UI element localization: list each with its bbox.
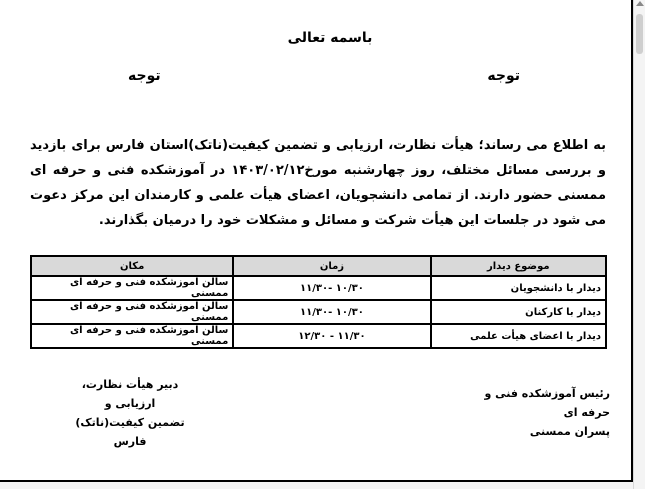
table-header-row [31, 256, 606, 276]
header-topic: موضوع دیدار [431, 256, 606, 276]
header-time: زمان [233, 256, 430, 276]
meeting-schedule-table [30, 255, 607, 349]
signature-block-right [460, 384, 610, 441]
table-row [31, 300, 606, 324]
document-heading: باسمه تعالی [287, 30, 373, 46]
vertical-scrollbar[interactable] [633, 0, 645, 489]
signature-left-line1: دبیر هیأت نظارت، ارزیابی و [81, 378, 179, 410]
row-topic: دیدار با اعضای هیأت علمی [431, 324, 606, 348]
announcement-body: به اطلاع می رساند؛ هیأت نظارت، ارزیابی و تضمین کیفیت(ناتک)استان فارس برای بازدید و بررسی مسائل مختلف، روز چهارشنبه مورخ۱۴۰۳/۰۲/۱۲ در آموزشکده فنی و حرفه ای ممسنی حضور دارند. از تمامی دانشجویان، اعضای هیأت علمی و کارمندان این مرکز دعوت می شود در جلسات این هیأت شرکت و مسائل و مشکلات خود را درمیان بگذارند. [30, 138, 606, 228]
row-place: سالن آموزشکده فنی و حرفه ای ممسنی [31, 300, 233, 324]
attention-label-left: توجه [128, 68, 161, 84]
row-topic: دیدار با دانشجویان [431, 276, 606, 300]
attention-label-right: توجه [487, 68, 520, 84]
row-place: سالن آموزشکده فنی و حرفه ای ممسنی [31, 276, 233, 300]
table-row [31, 276, 606, 300]
horizontal-scrollbar[interactable] [0, 482, 633, 489]
row-time: ۱۰/۳۰ -۱۱/۳۰ [233, 276, 430, 300]
signature-right-line2: پسران ممسنی [529, 425, 610, 438]
table-row [31, 324, 606, 348]
signature-right-line1: رئیس آموزشکده فنی و حرفه ای [484, 387, 610, 419]
signature-block-left [75, 375, 185, 451]
scrollbar-thumb[interactable] [636, 14, 643, 54]
row-time: ۱۱/۳۰ - ۱۲/۳۰ [233, 324, 430, 348]
header-place: مکان [31, 256, 233, 276]
row-time: ۱۰/۳۰ -۱۱/۳۰ [233, 300, 430, 324]
scroll-up-arrow-icon[interactable] [636, 1, 644, 6]
signature-left-line2: تضمین کیفیت(ناتک) فارس [75, 416, 185, 448]
row-topic: دیدار با کارکنان [431, 300, 606, 324]
row-place: سالن آموزشکده فنی و حرفه ای ممسنی [31, 324, 233, 348]
